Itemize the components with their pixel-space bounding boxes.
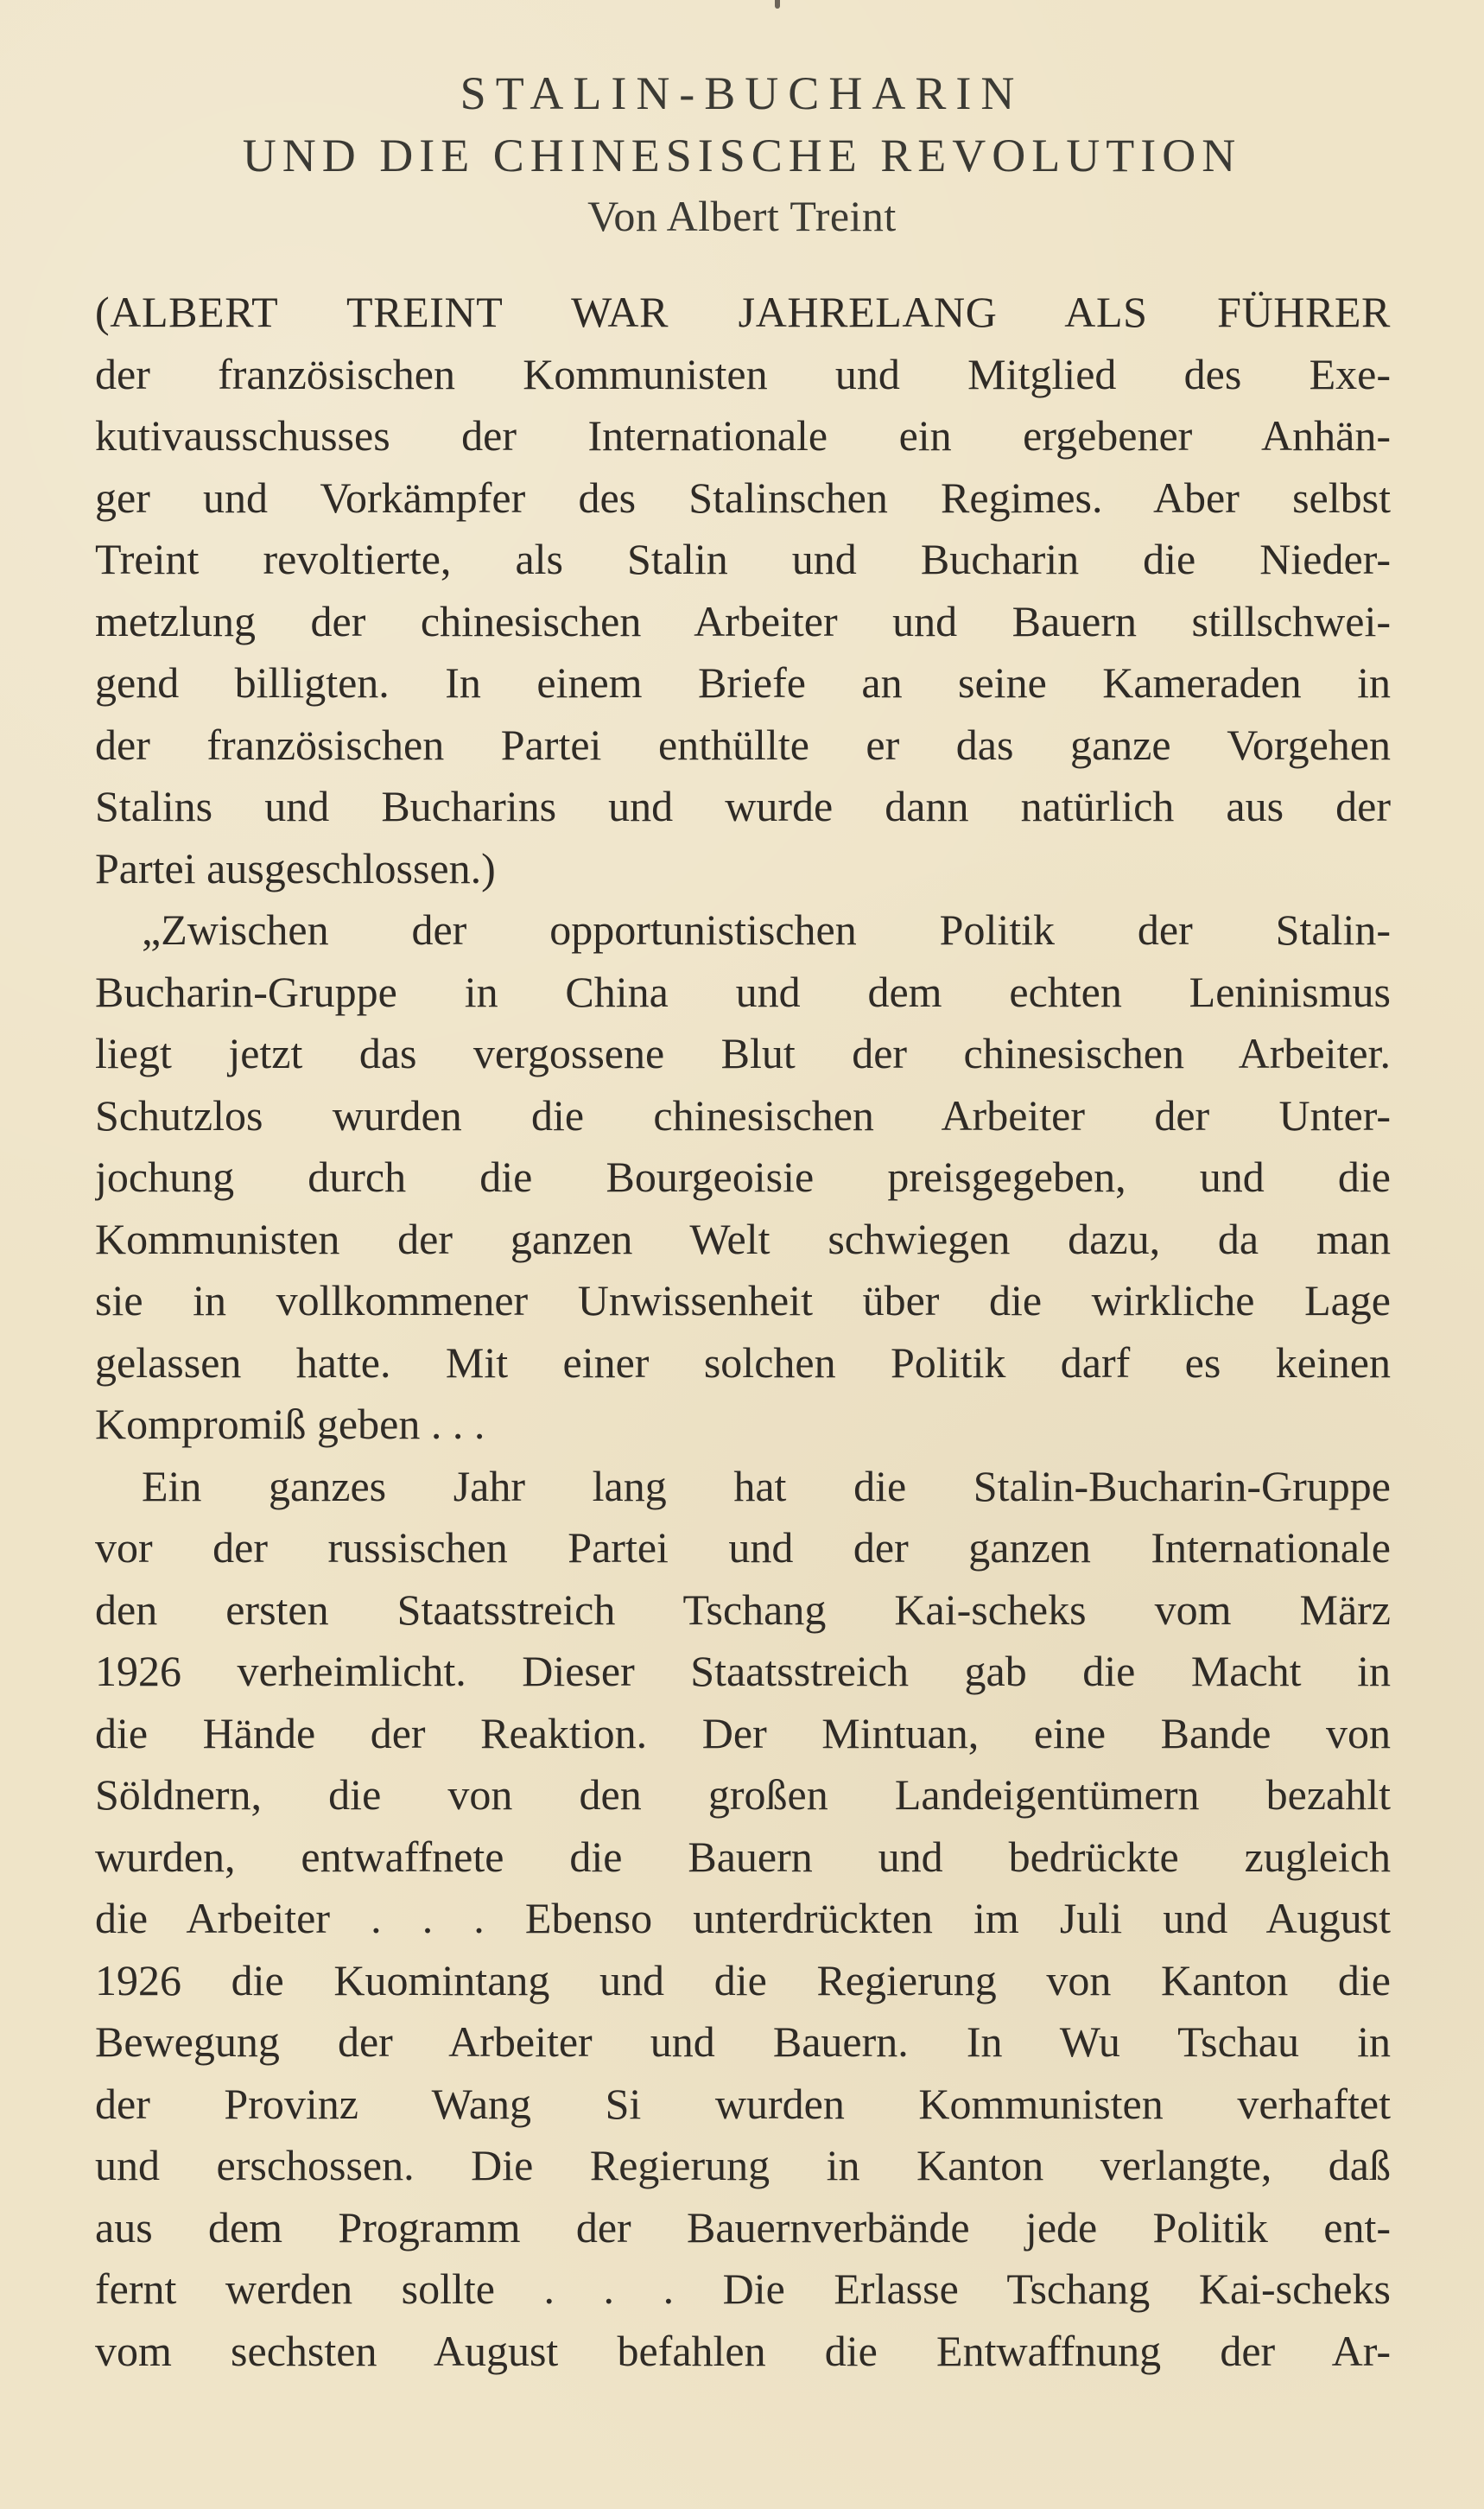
title-line-2: UND DIE CHINESISCHE REVOLUTION: [242, 130, 1242, 181]
author-line: Von Albert Treint: [587, 192, 897, 240]
text-line: wurden, entwaffnete die Bauern und bedrückte zugleich: [95, 1832, 1391, 1881]
text-line: die Arbeiter . . . Ebenso unterdrückten im Juli und August: [95, 1894, 1391, 1942]
text-line: der Provinz Wang Si wurden Kommunisten verhaftet: [95, 2079, 1391, 2128]
text-line: liegt jetzt das vergossene Blut der chinesischen Arbeiter.: [95, 1029, 1391, 1077]
article-header: [0, 62, 1484, 247]
text-line: fernt werden sollte . . . Die Erlasse Tschang Kai-scheks: [95, 2264, 1391, 2313]
text-line: Kompromiß geben . . .: [95, 1400, 485, 1448]
text-line: Ein ganzes Jahr lang hat die Stalin-Bucharin-Gruppe: [142, 1461, 1391, 1510]
text-line: ger und Vorkämpfer des Stalinschen Regimes. Aber selbst: [95, 473, 1391, 522]
text-line: metzlung der chinesischen Arbeiter und Bauern stillschwei-: [95, 596, 1391, 645]
text-line: Kommunisten der ganzen Welt schwiegen dazu, da man: [95, 1214, 1391, 1263]
text-line: der französischen Partei enthüllte er das ganze Vorgehen: [95, 720, 1391, 769]
text-line: Treint revoltierte, als Stalin und Bucharin die Nieder-: [95, 535, 1391, 583]
article-body: [95, 282, 1391, 2382]
text-line: Bucharin-Gruppe in China und dem echten Leninismus: [95, 967, 1391, 1016]
text-line: kutivausschusses der Internationale ein ergebener Anhän-: [95, 411, 1391, 460]
text-line: jochung durch die Bourgeoisie preisgegeben, und die: [95, 1153, 1391, 1201]
text-line: gend billigten. In einem Briefe an seine Kameraden in: [95, 658, 1391, 707]
text-line: Stalins und Bucharins und wurde dann natürlich aus der: [95, 782, 1391, 830]
text-line: vor der russischen Partei und der ganzen Internationale: [95, 1523, 1391, 1572]
text-line: den ersten Staatsstreich Tschang Kai-scheks vom März: [95, 1585, 1391, 1634]
text-line: Söldnern, die von den großen Landeigentümern bezahlt: [95, 1770, 1391, 1819]
text-line: vom sechsten August befahlen die Entwaffnung der Ar-: [95, 2326, 1391, 2375]
text-line: Partei ausgeschlossen.): [95, 843, 496, 892]
text-line: aus dem Programm der Bauernverbände jede Politik ent-: [95, 2202, 1391, 2252]
text-line: der französischen Kommunisten und Mitglied des Exe-: [95, 349, 1391, 398]
text-line: „Zwischen der opportunistischen Politik der Stalin-: [142, 905, 1391, 954]
text-line: 1926 verheimlicht. Dieser Staatsstreich gab die Macht in: [95, 1647, 1391, 1695]
top-mark: [775, 0, 780, 9]
text-line: Schutzlos wurden die chinesischen Arbeiter der Unter-: [95, 1090, 1391, 1140]
text-line: Bewegung der Arbeiter und Bauern. In Wu Tschau in: [95, 2017, 1391, 2066]
text-line: sie in vollkommener Unwissenheit über die wirkliche Lage: [95, 1276, 1391, 1324]
text-line: die Hände der Reaktion. Der Mintuan, eine Bande von: [95, 1708, 1391, 1757]
text-line: 1926 die Kuomintang und die Regierung von Kanton die: [95, 1955, 1391, 2004]
text-line: (ALBERT TREINT WAR JAHRELANG ALS FÜHRER: [95, 288, 1391, 336]
text-line: und erschossen. Die Regierung in Kanton verlangte, daß: [95, 2141, 1391, 2189]
title-line-1: STALIN-BUCHARIN: [460, 67, 1024, 119]
text-line: gelassen hatte. Mit einer solchen Politik darf es keinen: [95, 1337, 1391, 1387]
